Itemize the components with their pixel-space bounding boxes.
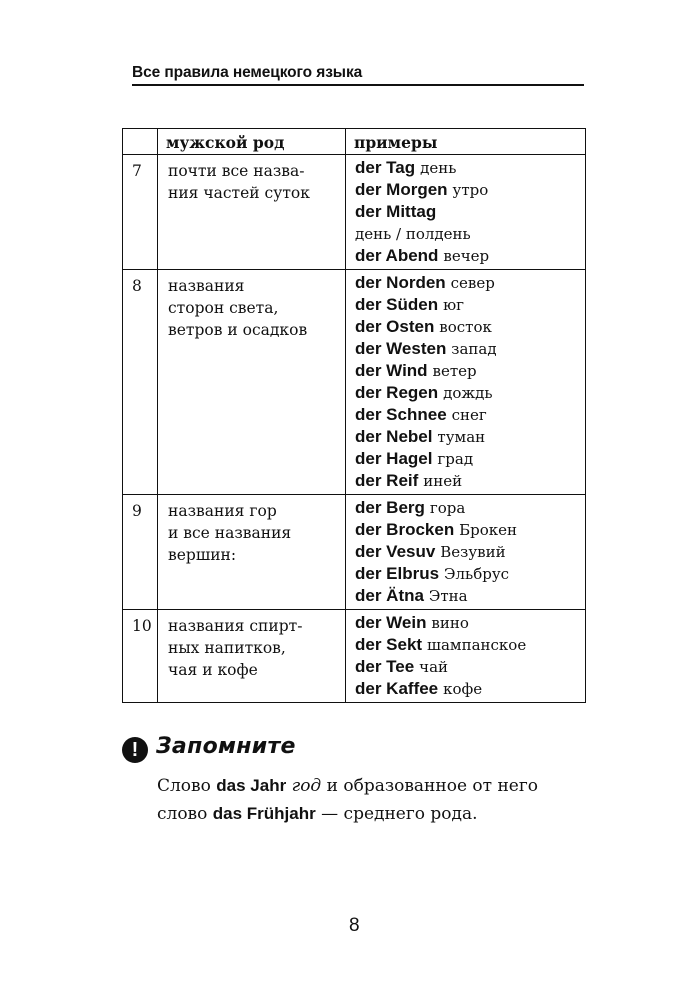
russian-translation: кофе <box>443 680 483 698</box>
exclamation-icon: ! <box>122 737 148 763</box>
russian-translation: утро <box>452 181 489 199</box>
german-word: der Wind <box>355 361 428 380</box>
german-word: der Morgen <box>355 180 448 199</box>
german-word: der Elbrus <box>355 564 440 583</box>
rule-description <box>158 270 346 495</box>
german-word: der Ätna <box>355 586 424 605</box>
note-translation: год <box>291 776 322 796</box>
german-word: der Berg <box>355 498 425 517</box>
german-word: der Schnee <box>355 405 447 424</box>
note-line <box>157 772 597 800</box>
note-title: Запомните <box>156 734 296 759</box>
russian-translation: восток <box>439 318 492 336</box>
russian-translation: иней <box>423 472 463 490</box>
column-header-gender: мужской род <box>158 129 346 155</box>
description-line: ния частей суток <box>168 184 310 202</box>
description-line: чая и кофе <box>168 661 258 679</box>
example-line <box>355 179 581 201</box>
rule-description <box>158 610 346 703</box>
example-line <box>355 360 581 382</box>
example-line <box>355 157 581 179</box>
example-line <box>355 426 581 448</box>
german-word: der Abend <box>355 246 439 265</box>
example-line <box>355 497 581 519</box>
description-line: сторон света, <box>168 299 279 317</box>
russian-translation: Брокен <box>459 521 518 539</box>
rule-number: 10 <box>123 610 158 703</box>
table-header-row <box>123 129 586 155</box>
rule-number: 7 <box>123 155 158 270</box>
rule-examples <box>346 495 586 610</box>
russian-translation: град <box>437 450 474 468</box>
german-word: der Tag <box>355 158 416 177</box>
russian-translation: Эльбрус <box>444 565 510 583</box>
german-word: der Kaffee <box>355 679 439 698</box>
rule-examples <box>346 155 586 270</box>
russian-translation: чай <box>419 658 449 676</box>
description-line: вершин: <box>168 546 237 564</box>
rule-description <box>158 155 346 270</box>
german-word: der Hagel <box>355 449 433 468</box>
rules-table <box>122 128 586 703</box>
rule-description <box>158 495 346 610</box>
note-line <box>157 800 597 828</box>
example-line <box>355 541 581 563</box>
german-word: der Vesuv <box>355 542 436 561</box>
example-line <box>355 634 581 656</box>
description-line: почти все назва- <box>168 162 305 180</box>
russian-translation: шампанское <box>427 636 527 654</box>
description-line: ных напитков, <box>168 639 286 657</box>
example-line <box>355 448 581 470</box>
column-header-examples: примеры <box>346 129 586 155</box>
german-word: der Osten <box>355 317 435 336</box>
russian-translation: снег <box>451 406 487 424</box>
example-line <box>355 563 581 585</box>
example-line <box>355 678 581 700</box>
russian-translation: ветер <box>432 362 477 380</box>
example-line <box>355 316 581 338</box>
rule-examples <box>346 610 586 703</box>
russian-translation: дождь <box>443 384 493 402</box>
description-line: названия гор <box>168 502 277 520</box>
example-line <box>355 338 581 360</box>
russian-translation: день <box>420 159 457 177</box>
example-line <box>355 656 581 678</box>
note-text <box>157 772 597 828</box>
example-line <box>355 382 581 404</box>
german-word: der Westen <box>355 339 447 358</box>
rule-number: 9 <box>123 495 158 610</box>
rule-number: 8 <box>123 270 158 495</box>
note-fragment: Слово <box>157 776 217 796</box>
example-line <box>355 519 581 541</box>
german-word: der Regen <box>355 383 439 402</box>
german-word: der Mittag <box>355 202 437 221</box>
german-word: der Sekt <box>355 635 423 654</box>
german-word: der Süden <box>355 295 439 314</box>
example-line <box>355 201 581 223</box>
table-row <box>123 270 586 495</box>
russian-translation: гора <box>429 499 466 517</box>
german-word: der Norden <box>355 273 446 292</box>
running-header: Все правила немецкого языка <box>132 64 363 81</box>
page-number: 8 <box>349 915 360 936</box>
german-word: der Reif <box>355 471 419 490</box>
example-line <box>355 223 581 245</box>
table-row <box>123 495 586 610</box>
russian-translation: вечер <box>443 247 490 265</box>
russian-translation: туман <box>437 428 486 446</box>
header-rule <box>132 84 584 86</box>
table-row <box>123 610 586 703</box>
note-fragment: — среднего рода. <box>315 804 478 824</box>
example-line <box>355 245 581 267</box>
description-line: ветров и осадков <box>168 321 308 339</box>
note-fragment: слово <box>157 804 213 824</box>
german-word: der Wein <box>355 613 427 632</box>
german-word: der Brocken <box>355 520 455 539</box>
column-header-number <box>123 129 158 155</box>
russian-translation: Этна <box>428 587 468 605</box>
note-german-word: das Frühjahr <box>212 804 316 823</box>
table-row <box>123 155 586 270</box>
russian-translation: север <box>450 274 495 292</box>
german-word: der Tee <box>355 657 415 676</box>
note-fragment: и образованное от него <box>321 776 538 796</box>
example-line <box>355 585 581 607</box>
example-line <box>355 470 581 492</box>
russian-translation: день / полдень <box>355 225 471 243</box>
description-line: и все названия <box>168 524 292 542</box>
example-line <box>355 272 581 294</box>
description-line: названия спирт- <box>168 617 303 635</box>
example-line <box>355 404 581 426</box>
german-word: der Nebel <box>355 427 433 446</box>
russian-translation: запад <box>451 340 497 358</box>
russian-translation: вино <box>431 614 469 632</box>
note-german-word: das Jahr <box>216 776 287 795</box>
example-line <box>355 612 581 634</box>
example-line <box>355 294 581 316</box>
rule-examples <box>346 270 586 495</box>
russian-translation: юг <box>443 296 464 314</box>
russian-translation: Везувий <box>440 543 506 561</box>
table-body <box>123 155 586 703</box>
description-line: названия <box>168 277 245 295</box>
